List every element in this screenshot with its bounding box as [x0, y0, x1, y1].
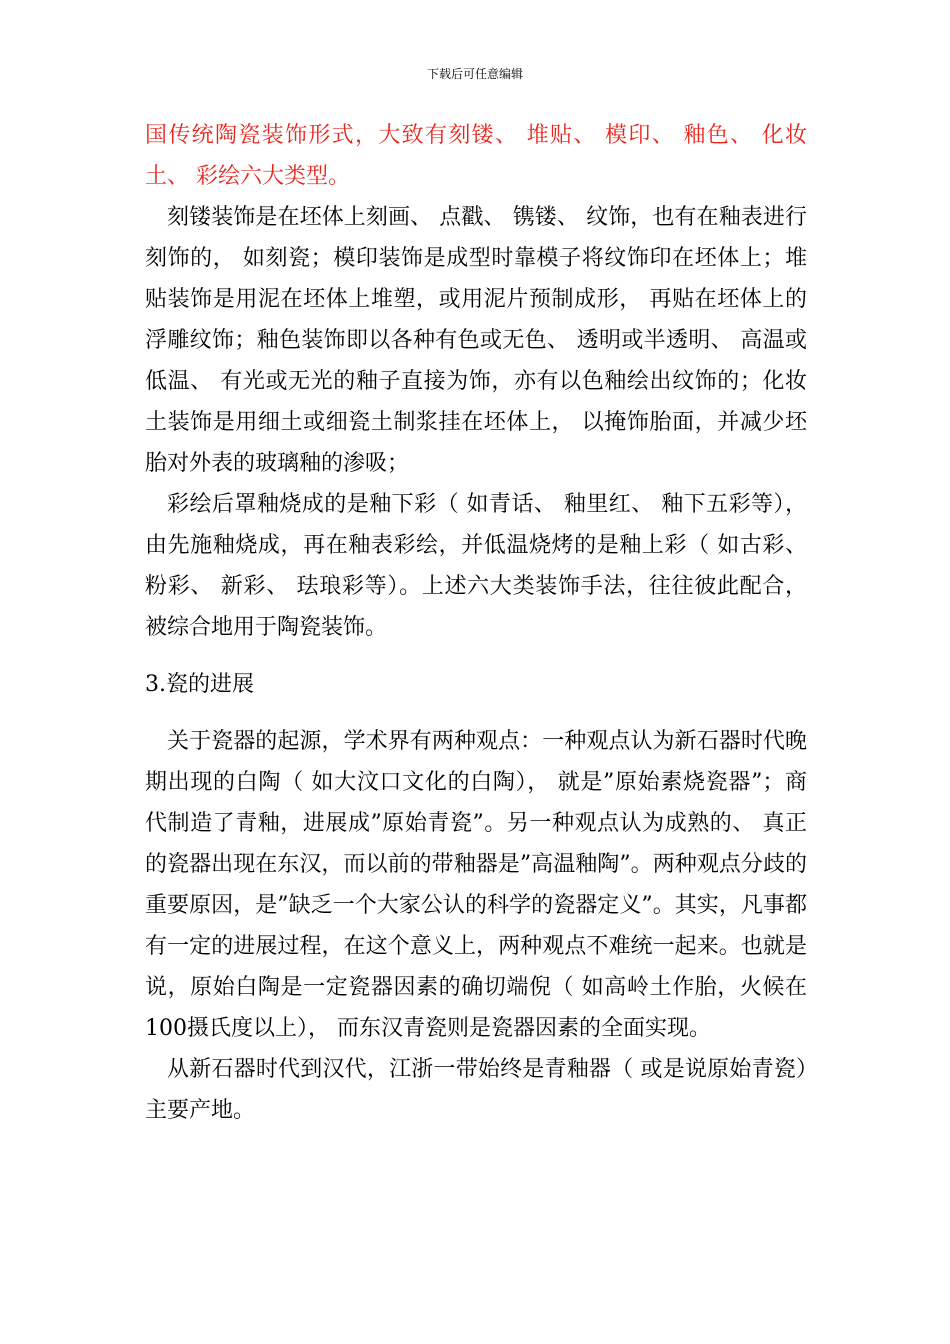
paragraph-painted-decoration: 彩绘后罩釉烧成的是釉下彩（ 如青话、 釉里红、 釉下五彩等）， 由先施釉烧成，再在釉表彩绘，并低温烧烤的是釉上彩（ 如古彩、 粉彩、 新彩、 珐琅彩等）。上述六大类装饰手法，往往彼此配合，被综合地用于陶瓷装饰。	[145, 492, 807, 640]
document-body	[145, 115, 807, 1131]
paragraph-celadon-region: 从新石器时代到汉代，江浙一带始终是青釉器（ 或是说原始青瓷）主要产地。	[145, 1057, 807, 1123]
section-heading: 3.瓷的进展	[145, 672, 254, 697]
page-header: 下载后可任意编辑	[426, 67, 523, 81]
paragraph-carving-decoration: 刻镂装饰是在坯体上刻画、 点戳、 镌镂、 纹饰，也有在釉表进行刻饰的， 如刻瓷；模印装饰是成型时靠模子将纹饰印在坯体上；堆贴装饰是用泥在坯体上堆塑，或用泥片预制成形， 再贴在坯体上的浮雕纹饰；釉色装饰即以各种有色或无色、 透明或半透明、 高温或低温、 有光或无光的釉子直接为饰，亦有以色釉绘出纹饰的；化妆土装饰是用细土或细瓷土制浆挂在坯体上， 以掩饰胎面，并减少坯胎对外表的玻璃釉的渗吸；	[145, 205, 807, 476]
intro-paragraph: 国传统陶瓷装饰形式，大致有刻镂、 堆贴、 模印、 釉色、 化妆土、 彩绘六大类型。	[145, 123, 807, 189]
paragraph-porcelain-origin: 关于瓷器的起源，学术界有两种观点：一种观点认为新石器时代晚期出现的白陶（ 如大汶口文化的白陶）， 就是”原始素烧瓷器”；商代制造了青釉，进展成”原始青瓷”。另一种观点认为成熟的、 真正的瓷器出现在东汉，而以前的带釉器是”高温釉陶”。两种观点分歧的重要原因，是”缺乏一个大家公认的科学的瓷器定义”。其实，凡事都有一定的进展过程，在这个意义上，两种观点不难统一起来。也就是说，原始白陶是一定瓷器因素的确切端倪（ 如高岭土作胎，火候在100摄氏度以上）， 而东汉青瓷则是瓷器因素的全面实现。	[145, 729, 807, 1041]
